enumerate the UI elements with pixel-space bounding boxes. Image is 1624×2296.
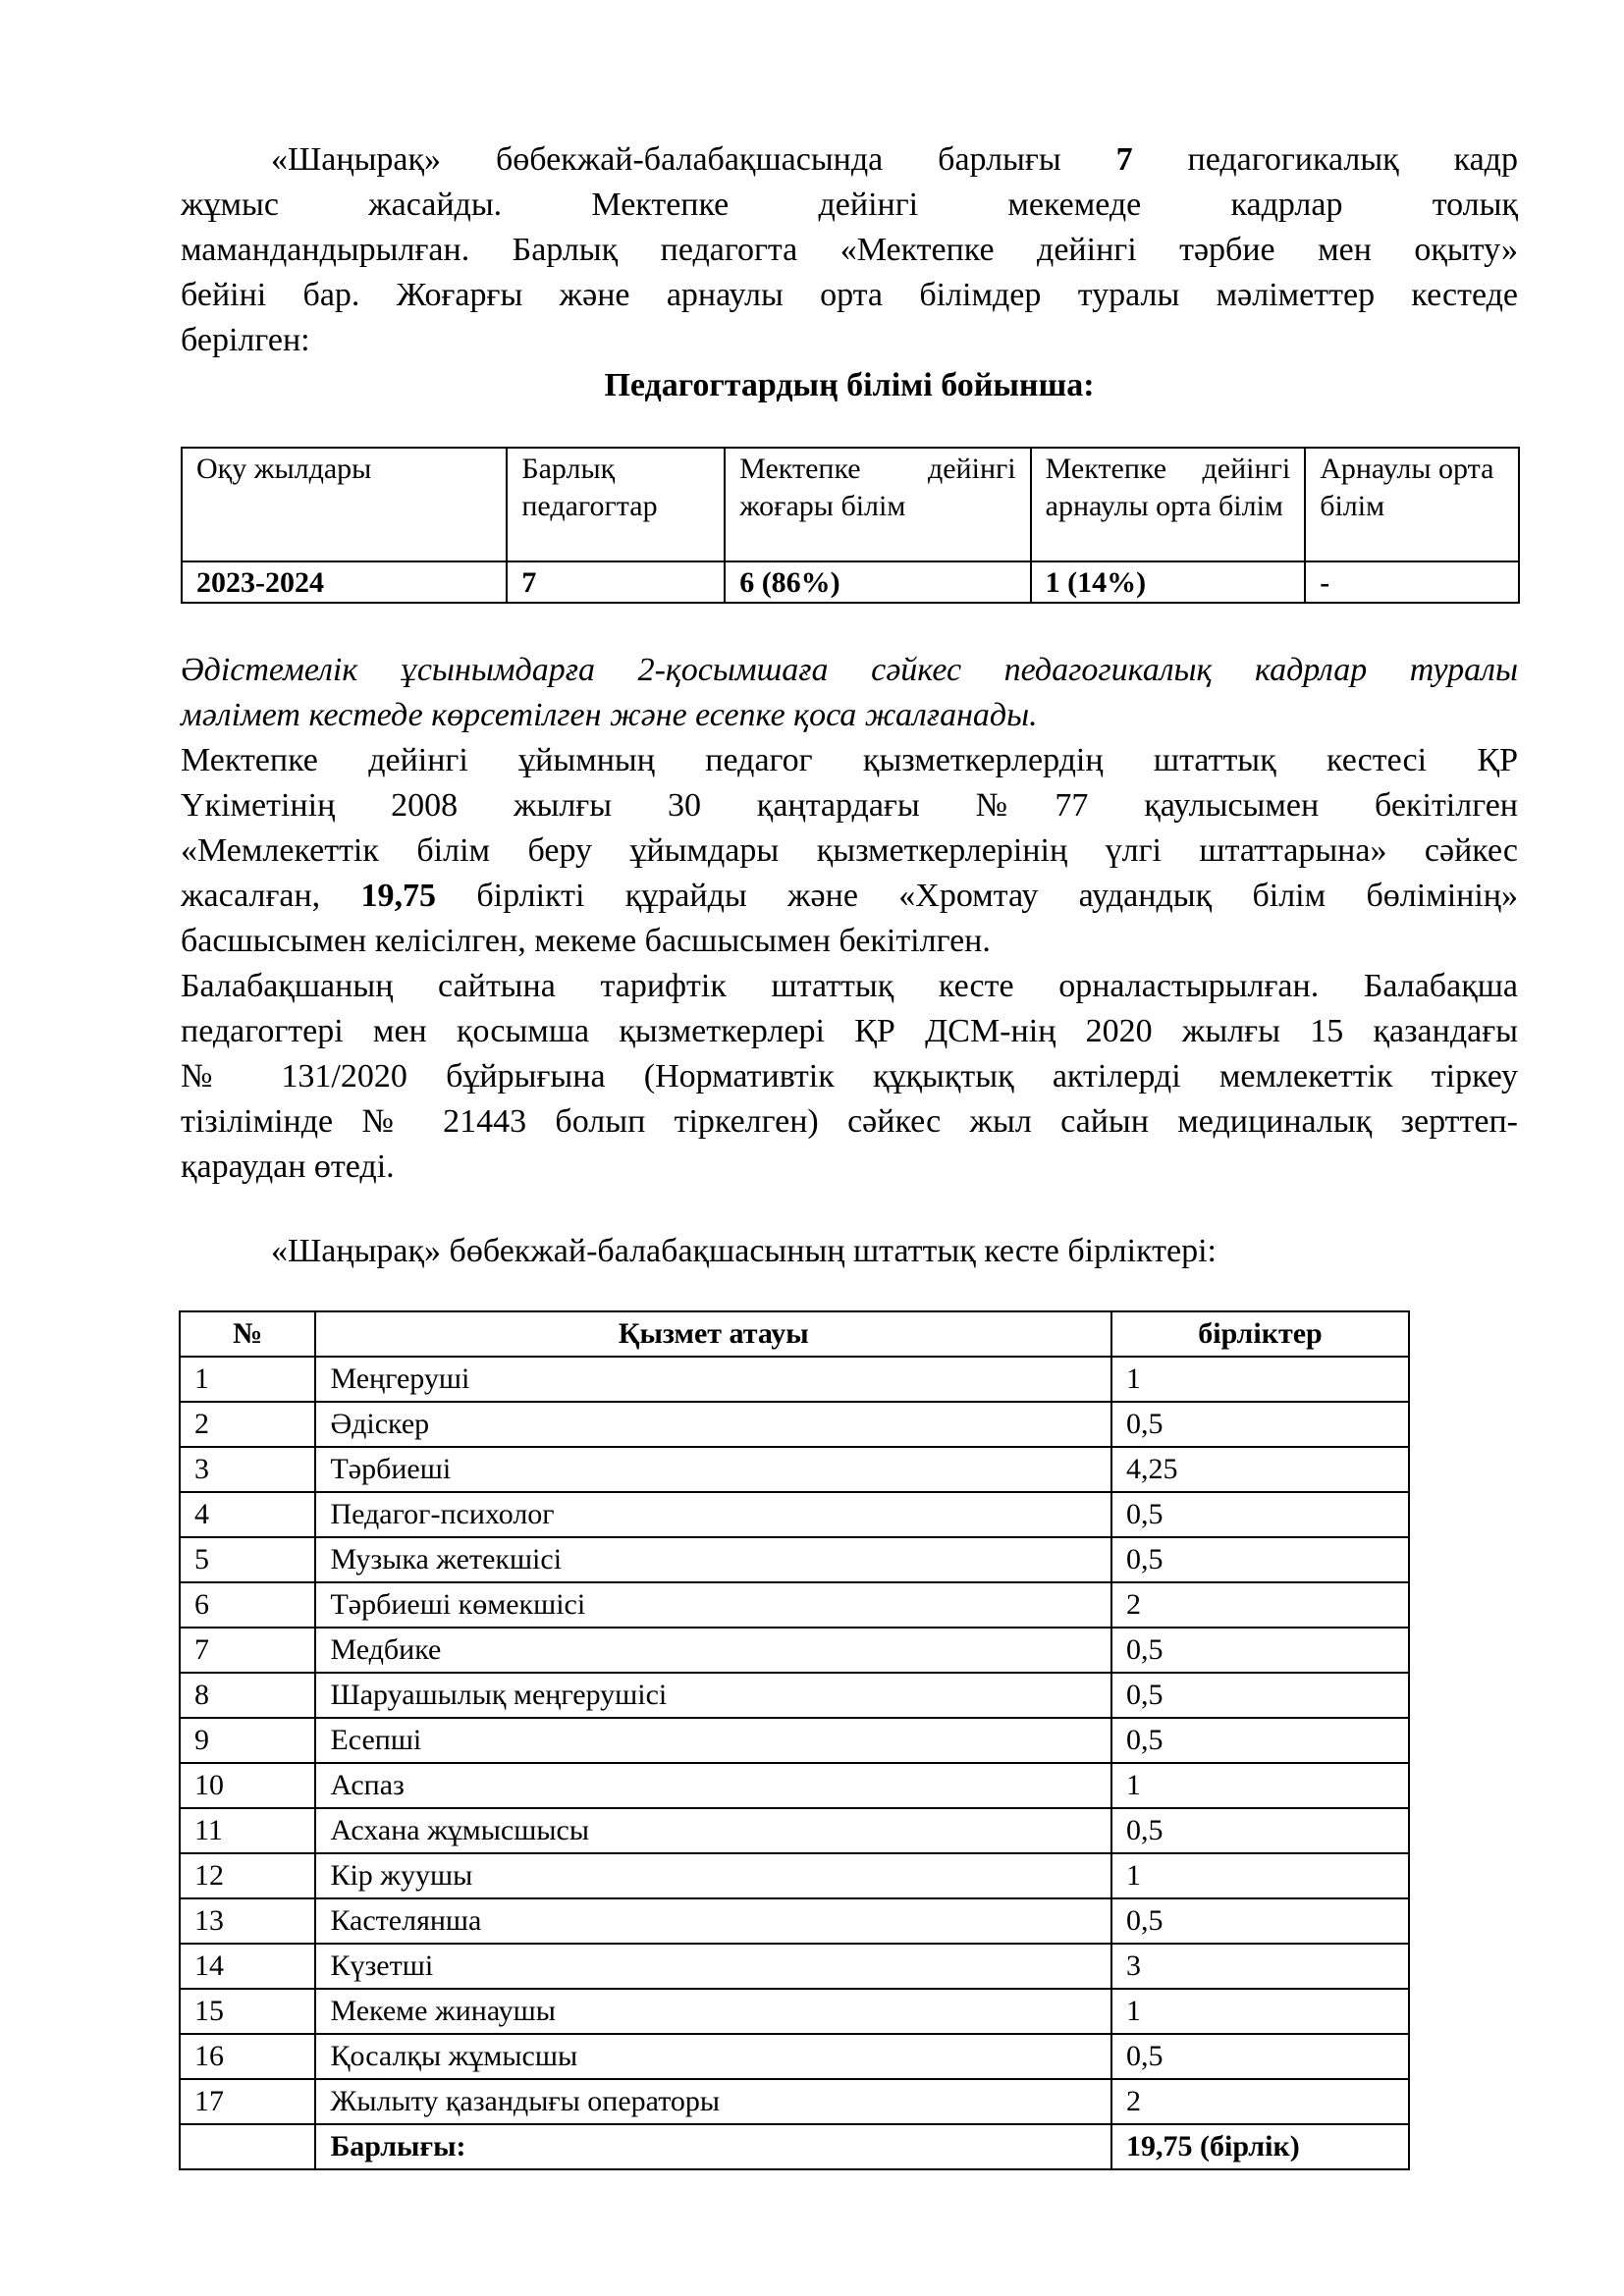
total-label: Барлығы: <box>315 2124 1111 2169</box>
staff-row-position: Шаруашылық меңгерушісі <box>315 1673 1111 1718</box>
staff-table-body <box>180 1357 1409 2124</box>
staff-row-position: Есепші <box>315 1718 1111 1763</box>
staff-row-number: 2 <box>180 1402 315 1447</box>
staff-row-units: 2 <box>1111 2079 1409 2124</box>
staffing-line-1: Мектепке дейінгі ұйымның педагог қызметкерлердің штаттық кестесі ҚР <box>181 742 1518 778</box>
staff-table-row <box>180 1989 1409 2034</box>
staff-row-number: 12 <box>180 1853 315 1898</box>
staffing-line-5: басшысымен келісілген, мекеме басшысымен бекітілген. <box>181 923 991 959</box>
staff-row-position: Кастелянша <box>315 1898 1111 1944</box>
staff-row-position: Педагог-психолог <box>315 1492 1111 1537</box>
education-table-row <box>182 561 1519 603</box>
intro-line-1: «Шаңырақ» бөбекжай-балабақшасында барлығы 7 педагогикалық кадр <box>271 141 1518 178</box>
staff-row-position: Тәрбиеші <box>315 1447 1111 1492</box>
staff-table-header-row <box>180 1311 1409 1357</box>
staff-row-position: Музыка жетекшісі <box>315 1537 1111 1582</box>
staff-table-row <box>180 1402 1409 1447</box>
staff-row-units: 0,5 <box>1111 1402 1409 1447</box>
staff-table-row <box>180 1944 1409 1989</box>
education-cell: - <box>1305 561 1519 603</box>
education-table-title: Педагогтардың білімі бойынша: <box>604 367 1095 403</box>
education-header-cell: Оқу жылдары <box>182 448 507 561</box>
staff-table-row <box>180 2034 1409 2079</box>
staff-row-position: Мекеме жинаушы <box>315 1989 1111 2034</box>
education-cell: 1 (14%) <box>1031 561 1306 603</box>
staff-header-position: Қызмет атауы <box>315 1311 1111 1357</box>
staff-row-units: 0,5 <box>1111 1718 1409 1763</box>
staff-table-row <box>180 1357 1409 1402</box>
staff-row-number: 13 <box>180 1898 315 1944</box>
staff-row-units: 0,5 <box>1111 1898 1409 1944</box>
staff-row-units: 1 <box>1111 1853 1409 1898</box>
intro-line-3: мамандандырылған. Барлық педагогта «Мектепке дейінгі тәрбие мен оқыту» <box>181 232 1518 268</box>
education-header-cell: Мектепке дейінгі арнаулы орта білім <box>1031 448 1306 561</box>
staffing-line-3: «Мемлекеттік білім беру ұйымдары қызметкерлерінің үлгі штаттарына» сәйкес <box>181 832 1518 869</box>
staff-row-units: 3 <box>1111 1944 1409 1989</box>
medical-line-3: № 131/2020 бұйрығына (Нормативтік құқықтық актілерді мемлекеттік тіркеу <box>181 1058 1518 1095</box>
staff-row-number: 1 <box>180 1357 315 1402</box>
staff-table-row <box>180 2079 1409 2124</box>
staff-row-position: Қосалқы жұмысшы <box>315 2034 1111 2079</box>
staff-table-row <box>180 1853 1409 1898</box>
staff-row-position: Аспаз <box>315 1763 1111 1808</box>
staffing-line-2: Үкіметінің 2008 жылғы 30 қаңтардағы №77 қаулысымен бекітілген <box>181 787 1518 824</box>
intro-line-5: берілген: <box>181 322 310 358</box>
staff-header-number: № <box>180 1311 315 1357</box>
staff-row-position: Жылыту қазандығы операторы <box>315 2079 1111 2124</box>
education-header-cell: Мектепке дейінгі жоғары білім <box>725 448 1030 561</box>
staff-row-units: 0,5 <box>1111 1673 1409 1718</box>
staff-row-number: 11 <box>180 1808 315 1853</box>
staff-row-position: Медбике <box>315 1628 1111 1673</box>
staff-table-row <box>180 1718 1409 1763</box>
education-header-cell: Арнаулы орта білім <box>1305 448 1519 561</box>
total-units: 19,75 (бірлік) <box>1111 2124 1409 2169</box>
staff-table-row <box>180 1763 1409 1808</box>
staff-row-units: 0,5 <box>1111 2034 1409 2079</box>
staff-header-units: бірліктер <box>1111 1311 1409 1357</box>
italic-note-line-2: мәлімет кестеде көрсетілген және есепке қоса жалғанады. <box>181 697 1038 733</box>
education-header-cell: Барлық педагогтар <box>507 448 725 561</box>
education-table <box>181 447 1520 604</box>
medical-line-1: Балабақшаның сайтына тарифтік штаттық кесте орналастырылған. Балабақша <box>181 968 1518 1004</box>
staff-table-row <box>180 1537 1409 1582</box>
intro-line-2: жұмыс жасайды. Мектепке дейінгі мекемеде кадрлар толық <box>181 187 1518 223</box>
staff-table-row <box>180 1582 1409 1628</box>
staff-row-number: 5 <box>180 1537 315 1582</box>
staff-table-total-row <box>180 2124 1409 2169</box>
education-cell: 2023-2024 <box>182 561 507 603</box>
medical-line-5: қараудан өтеді. <box>181 1148 395 1185</box>
staff-row-number: 7 <box>180 1628 315 1673</box>
staff-row-number: 6 <box>180 1582 315 1628</box>
total-number-cell <box>180 2124 315 2169</box>
staff-row-units: 0,5 <box>1111 1537 1409 1582</box>
staff-row-number: 3 <box>180 1447 315 1492</box>
staff-row-number: 16 <box>180 2034 315 2079</box>
italic-note-line-1: Әдістемелік ұсынымдарға 2-қосымшаға сәйкес педагогикалық кадрлар туралы <box>181 652 1518 688</box>
staff-row-position: Асхана жұмысшысы <box>315 1808 1111 1853</box>
medical-line-4: тізілімінде № 21443 болып тіркелген) сәйкес жыл сайын медициналық зерттеп- <box>181 1103 1518 1140</box>
education-cell: 7 <box>507 561 725 603</box>
staff-table-row <box>180 1898 1409 1944</box>
medical-line-2: педагогтері мен қосымша қызметкерлері ҚР ДСМ-нің 2020 жылғы 15 қазандағы <box>181 1013 1518 1049</box>
staff-row-position: Меңгеруші <box>315 1357 1111 1402</box>
staff-row-units: 0,5 <box>1111 1628 1409 1673</box>
staff-row-position: Тәрбиеші көмекшісі <box>315 1582 1111 1628</box>
staff-table-row <box>180 1673 1409 1718</box>
staff-table-row <box>180 1492 1409 1537</box>
staff-row-units: 1 <box>1111 1763 1409 1808</box>
staff-row-units: 4,25 <box>1111 1447 1409 1492</box>
intro-line-4: бейіні бар. Жоғарғы және арнаулы орта білімдер туралы мәліметтер кестеде <box>181 277 1518 313</box>
staff-row-units: 1 <box>1111 1989 1409 2034</box>
staff-row-number: 9 <box>180 1718 315 1763</box>
staff-table-title: «Шаңырақ» бөбекжай-балабақшасының штаттық кесте бірліктері: <box>271 1233 1218 1269</box>
staff-table-row <box>180 1628 1409 1673</box>
education-cell: 6 (86%) <box>725 561 1030 603</box>
staff-row-number: 8 <box>180 1673 315 1718</box>
staff-row-position: Кір жуушы <box>315 1853 1111 1898</box>
staff-row-number: 15 <box>180 1989 315 2034</box>
staff-row-number: 4 <box>180 1492 315 1537</box>
staff-row-number: 10 <box>180 1763 315 1808</box>
staff-table-row <box>180 1808 1409 1853</box>
staff-row-units: 1 <box>1111 1357 1409 1402</box>
staff-row-units: 0,5 <box>1111 1808 1409 1853</box>
education-table-header-row <box>182 448 1519 561</box>
staff-row-units: 2 <box>1111 1582 1409 1628</box>
staff-row-number: 14 <box>180 1944 315 1989</box>
staff-table-row <box>180 1447 1409 1492</box>
staff-row-position: Күзетші <box>315 1944 1111 1989</box>
staffing-line-4: жасалған, 19,75 бірлікті құрайды және «Хромтау аудандық білім бөлімінің» <box>181 878 1518 914</box>
staff-row-number: 17 <box>180 2079 315 2124</box>
staff-row-position: Әдіскер <box>315 1402 1111 1447</box>
staff-table <box>179 1310 1410 2170</box>
staff-row-units: 0,5 <box>1111 1492 1409 1537</box>
